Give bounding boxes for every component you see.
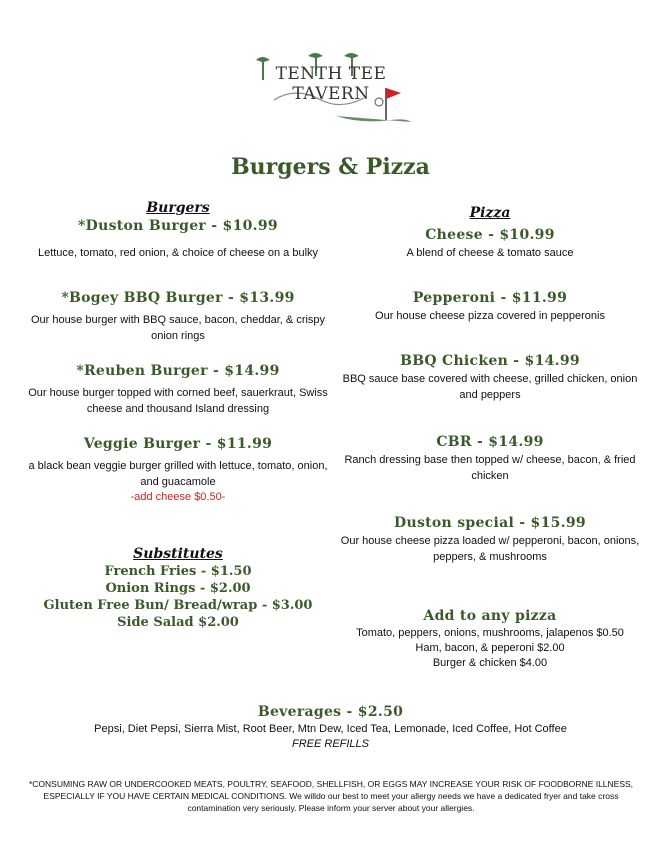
burgers-heading: Burgers [146, 200, 210, 216]
burgers-section [28, 200, 328, 631]
item-name: Veggie Burger - $11.99 [83, 436, 273, 452]
pizza-section [340, 205, 640, 671]
beverages-list: Pepsi, Diet Pepsi, Sierra Mist, Root Beer, Mtn Dew, Iced Tea, Lemonade, Iced Coffee, Hot Coffee [94, 723, 567, 735]
menu-item [340, 433, 640, 484]
addons-heading: Add to any pizza [423, 608, 557, 624]
addons-section [340, 607, 640, 671]
substitutes-section [28, 546, 328, 631]
item-desc: Lettuce, tomato, red onion, & choice of cheese on a bulky [37, 247, 319, 259]
page-title: Burgers & Pizza [231, 154, 430, 180]
menu-item [28, 435, 328, 504]
addon-line: Ham, bacon, & peperoni $2.00 [415, 642, 565, 654]
menu-item [340, 352, 640, 403]
item-name: *Duston Burger - $10.99 [78, 218, 278, 234]
item-name: Pepperoni - $11.99 [412, 290, 568, 306]
item-name: Duston special - $15.99 [394, 515, 586, 531]
menu-item [28, 289, 328, 344]
beverages-heading: Beverages - $2.50 [257, 704, 404, 720]
item-name: *Reuben Burger - $14.99 [76, 363, 280, 379]
addon-line: Burger & chicken $4.00 [432, 657, 548, 669]
menu-item [340, 226, 640, 261]
item-desc: Our house burger topped with corned beef, sauerkraut, Swiss cheese and thousand Island dressing [28, 387, 328, 415]
beverages-section [0, 703, 661, 751]
substitute-item: Gluten Free Bun/ Bread/wrap - $3.00 [43, 598, 313, 613]
item-name: BBQ Chicken - $14.99 [400, 353, 580, 369]
item-name: *Bogey BBQ Burger - $13.99 [61, 290, 295, 306]
item-desc: Our house cheese pizza covered in pepperonis [375, 310, 605, 322]
item-desc: Ranch dressing base then topped w/ cheese, bacon, & fried chicken [344, 454, 636, 482]
addon-line: Tomato, peppers, onions, mushrooms, jalapenos $0.50 [356, 627, 624, 639]
menu-item [340, 514, 640, 565]
logo-text: TENTH TEE TAVERN [275, 64, 387, 104]
item-name: Cheese - $10.99 [425, 227, 555, 243]
item-note: -add cheese $0.50- [130, 491, 226, 503]
free-refills-note: FREE REFILLS [291, 738, 370, 750]
allergy-disclaimer: *CONSUMING RAW OR UNDERCOOKED MEATS, POULTRY, SEAFOOD, SHELLFISH, OR EGGS MAY INCREASE YOUR RISK OF FOODBORNE ILLNESS, ESPECIALLY IF YOU HAVE CERTAIN MEDICAL CONDITIONS. We willdo our best to meet your allergy needs we have a dedicated fryer and take cross contamination very seriously. Please inform your server about your allergies. [28, 779, 634, 813]
substitute-item: Side Salad $2.00 [117, 615, 239, 630]
item-desc: A blend of cheese & tomato sauce [406, 247, 574, 259]
item-desc: Our house burger with BBQ sauce, bacon, cheddar, & crispy onion rings [30, 314, 326, 342]
item-desc: Our house cheese pizza loaded w/ pepperoni, bacon, onions, peppers, & mushrooms [340, 535, 640, 563]
pizza-heading: Pizza [469, 205, 511, 221]
menu-item [28, 362, 328, 417]
menu-item [340, 289, 640, 324]
menu-item [28, 217, 328, 263]
substitute-item: French Fries - $1.50 [104, 564, 252, 579]
item-desc: BBQ sauce base covered with cheese, grilled chicken, onion and peppers [342, 373, 638, 401]
item-name: CBR - $14.99 [436, 434, 544, 450]
substitutes-heading: Substitutes [133, 546, 223, 562]
substitute-item: Onion Rings - $2.00 [105, 581, 251, 596]
tavern-logo [246, 50, 416, 130]
item-desc: a black bean veggie burger grilled with lettuce, tomato, onion, and guacamole [28, 460, 328, 488]
